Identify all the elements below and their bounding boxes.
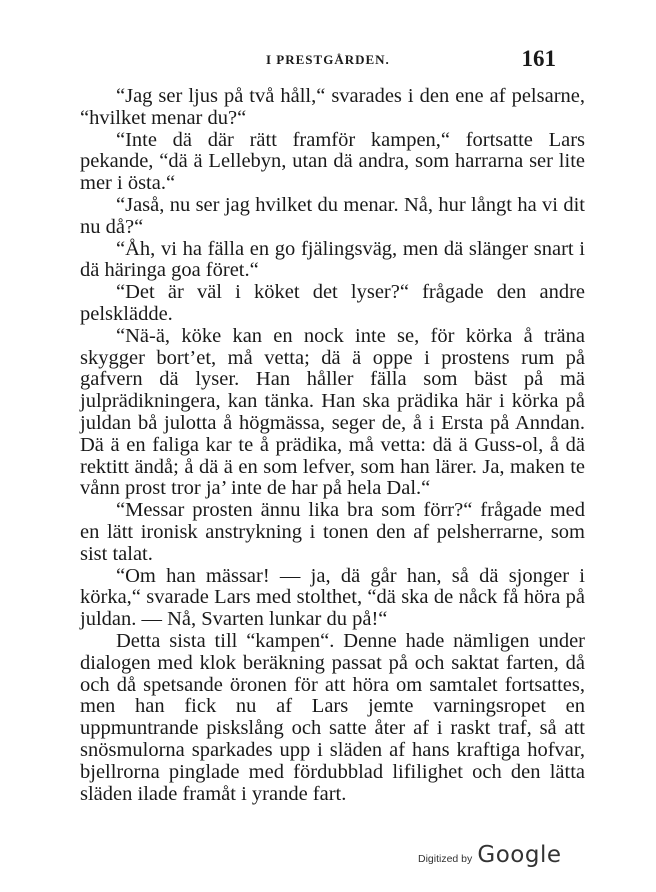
paragraph: “Jaså, nu ser jag hvilket du menar. Nå, hur långt ha vi dit nu då?“ — [80, 193, 585, 238]
digitized-by-label: Digitized by — [418, 853, 473, 865]
paragraph: “Åh, vi ha fälla en go fjälingsväg, men dä slänger snart i dä häringa goa föret.“ — [80, 237, 585, 282]
paragraph: “Om han mässar! — ja, dä går han, så dä sjonger i körka,“ svarade Lars med stolthet, “dä ska de nåck få höra på juldan. — Nå, Svarten lunkar du på!“ — [80, 564, 585, 631]
paragraph: “Messar prosten ännu lika bra som förr?“ frågade med en lätt ironisk anstrykning i tonen den af pelsherrarne, som sist talat. — [80, 499, 585, 565]
paragraph: “Jag ser ljus på två håll,“ svarades i den ene af pelsarne, “hvilket menar du?“ — [80, 85, 585, 129]
running-head: I PRESTGÅRDEN. — [266, 52, 390, 67]
digitization-watermark — [418, 842, 561, 868]
google-logo: Google — [477, 842, 562, 868]
paragraph: “Det är väl i köket det lyser?“ frågade den andre pelsklädde. — [80, 281, 585, 325]
page-number: 161 — [521, 46, 556, 71]
page-header — [0, 46, 656, 76]
body-text — [80, 86, 585, 805]
paragraph: “Inte dä där rätt framför kampen,“ fortsatte Lars pekande, “dä ä Lellebyn, utan dä andra, som harrarna ser lite mer i östa.“ — [80, 128, 585, 195]
paragraph: “Nä-ä, köke kan en nock inte se, för körka å träna skygger bort’et, må vetta; dä ä oppe i prostens rum på gafvern dä lyser. Han håller fälla som bäst på mä julprädikningera, kan tänka. Han ska prädika här i körka på juldan bå julotta å högmässa, seger de, å i Ersta på Anndan. Dä ä en faliga kar te å prädika, må vetta: dä ä Guss-ol, å dä rektitt ändå; å dä ä en som lefver, som han lärer. Ja, maken te vånn prost tror ja’ inte de har på hela Dal.“ — [80, 324, 585, 500]
paragraph: Detta sista till “kampen“. Denne hade nämligen under dialogen med klok beräkning passat på och saktat farten, då och då spetsande öronen för att höra om samtalet fortsattes, men han fick nu af Lars jemte varningsropet en uppmuntrande piskslång och satte åter af i raskt traf, så att snösmulorna sparkades upp i släden af hans kraftiga hofvar, bjellrorna pinglade med fördubblad lifilighet och den lätta släden ilade framåt i yrande fart. — [80, 629, 585, 805]
